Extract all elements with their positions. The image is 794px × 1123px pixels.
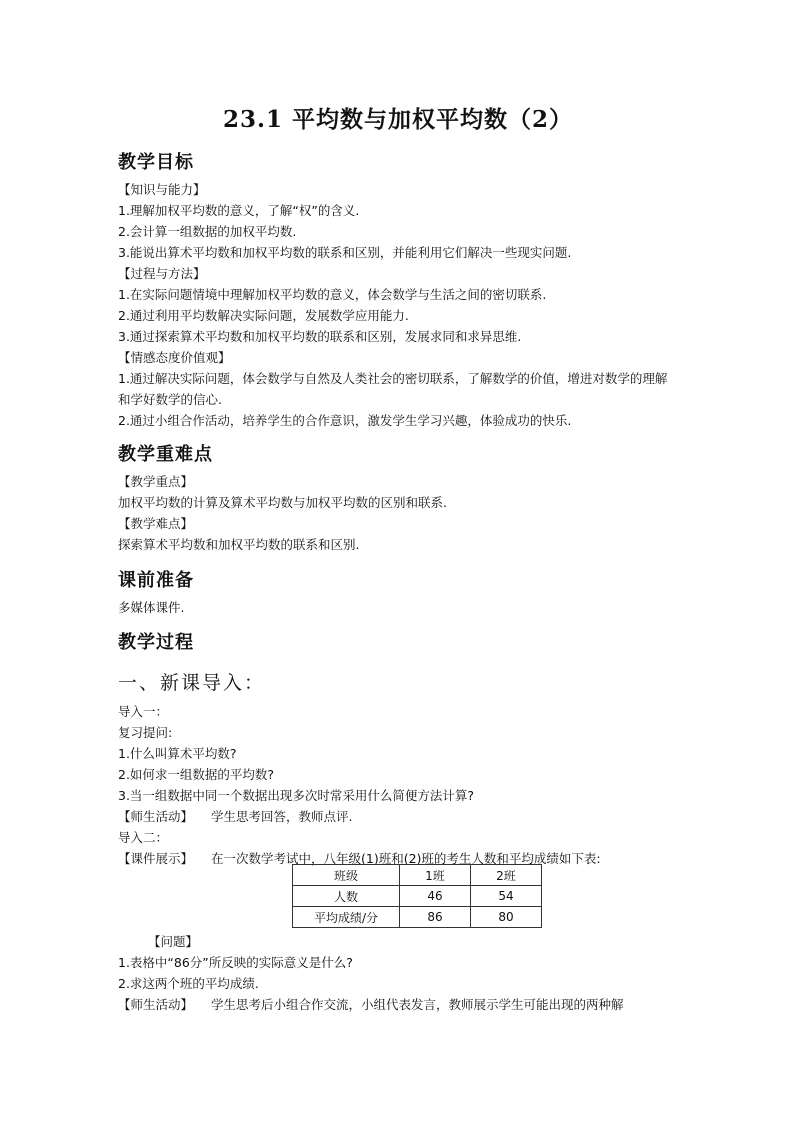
preparation-text: 多媒体课件.: [118, 600, 185, 615]
process-item: 3.通过探索算术平均数和加权平均数的联系和区别，发展求同和求异思维.: [118, 329, 522, 344]
table-cell: 80: [471, 907, 542, 928]
activity2-line: [118, 995, 678, 1015]
review-label: 复习提问:: [118, 725, 173, 740]
knowledge-item: 1.理解加权平均数的意义，了解“权”的含义.: [118, 203, 360, 218]
activity2-text: 学生思考后小组合作交流，小组代表发言，教师展示学生可能出现的两种解: [211, 997, 624, 1012]
key-points-heading: 教学重难点: [118, 444, 213, 465]
knowledge-label: 【知识与能力】: [118, 182, 206, 197]
table-cell: 54: [471, 886, 542, 907]
emotion-label: 【情感态度价值观】: [118, 350, 231, 365]
activity2-label: 【师生活动】: [118, 997, 194, 1012]
process-heading: 教学过程: [118, 632, 194, 653]
emotion-item: 1.通过解决实际问题，体会数学与自然及人类社会的密切联系，了解数学的价值，增进对数学的理解和学好数学的信心.: [118, 371, 668, 407]
display-label: 【课件展示】: [118, 851, 194, 866]
table-cell: 班级: [293, 865, 400, 886]
review-item: 3.当一组数据中同一个数据出现多次时常采用什么简便方法计算?: [118, 788, 475, 803]
question-item: 2.求这两个班的平均成绩.: [118, 976, 259, 991]
difficulty-text: 探索算术平均数和加权平均数的联系和区别.: [118, 537, 360, 552]
knowledge-item: 2.会计算一组数据的加权平均数.: [118, 224, 297, 239]
focus-text: 加权平均数的计算及算术平均数与加权平均数的区别和联系.: [118, 495, 447, 510]
table-cell: 46: [400, 886, 471, 907]
process-item: 1.在实际问题情境中理解加权平均数的意义，体会数学与生活之间的密切联系.: [118, 287, 547, 302]
preparation-heading: 课前准备: [118, 570, 194, 591]
table-row: [293, 886, 542, 907]
question-label: 【问题】: [148, 934, 199, 949]
emotion-item: 2.通过小组合作活动，培养学生的合作意识，激发学生学习兴趣，体验成功的快乐.: [118, 413, 572, 428]
intro1-label: 导入一：: [118, 704, 169, 719]
focus-label: 【教学重点】: [118, 474, 194, 489]
review-item: 1.什么叫算术平均数?: [118, 746, 237, 761]
table-cell: 2班: [471, 865, 542, 886]
table-cell: 人数: [293, 886, 400, 907]
new-lesson-subheading: 一、新课导入：: [118, 672, 266, 694]
process-item: 2.通过利用平均数解决实际问题，发展数学应用能力.: [118, 308, 409, 323]
activity1-label: 【师生活动】: [118, 809, 194, 824]
review-item: 2.如何求一组数据的平均数?: [118, 767, 275, 782]
process-label: 【过程与方法】: [118, 266, 206, 281]
activity1-line: [118, 807, 678, 827]
difficulty-label: 【教学难点】: [118, 516, 194, 531]
intro2-label: 导入二：: [118, 830, 169, 845]
knowledge-item: 3.能说出算术平均数和加权平均数的联系和区别，并能利用它们解决一些现实问题.: [118, 245, 572, 260]
table-cell: 86: [400, 907, 471, 928]
table-cell: 1班: [400, 865, 471, 886]
display-text: 在一次数学考试中，八年级(1)班和(2)班的考生人数和平均成绩如下表:: [211, 851, 601, 866]
question-item: 1.表格中“86分”所反映的实际意义是什么?: [118, 955, 353, 970]
activity1-text: 学生思考回答，教师点评.: [211, 809, 353, 824]
table-cell: 平均成绩/分: [293, 907, 400, 928]
table-row: [293, 865, 542, 886]
table-row: [293, 907, 542, 928]
page-title: 23.1 平均数与加权平均数（2）: [222, 106, 574, 133]
objectives-heading: 教学目标: [118, 152, 194, 173]
scores-table: [292, 864, 542, 928]
